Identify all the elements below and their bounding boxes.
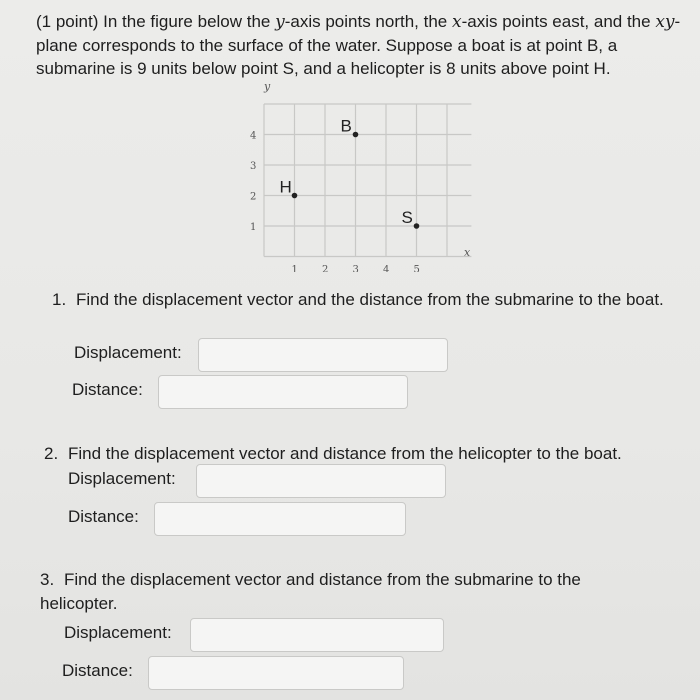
x-axis-symbol: x bbox=[452, 12, 462, 32]
y-tick-label: 1 bbox=[250, 222, 257, 233]
intro-text-2: -axis points north, the bbox=[284, 12, 452, 31]
point-s-label: S bbox=[401, 208, 413, 227]
point-b-label: B bbox=[340, 116, 352, 136]
question-1-text: Find the displacement vector and the distance from the submarine to the boat. bbox=[76, 290, 664, 309]
point-h-marker bbox=[292, 193, 298, 199]
point-s-marker bbox=[414, 223, 420, 229]
q1-distance-label: Distance: bbox=[72, 380, 143, 399]
q3-displacement-label: Displacement: bbox=[64, 623, 172, 642]
coordinate-figure bbox=[236, 82, 476, 272]
x-tick-label: 2 bbox=[322, 264, 329, 272]
q2-distance-label: Distance: bbox=[68, 507, 139, 526]
intro-text-1: In the figure below the bbox=[103, 12, 276, 31]
problem-intro bbox=[36, 10, 686, 80]
question-2-text: Find the displacement vector and distance from the helicopter to the boat. bbox=[68, 444, 622, 463]
question-1-number: 1. bbox=[52, 290, 67, 309]
y-axis-symbol: y bbox=[275, 12, 285, 32]
intro-text-3: -axis points east, and the bbox=[461, 12, 656, 31]
q1-distance-input[interactable] bbox=[158, 375, 408, 409]
question-3 bbox=[40, 568, 660, 616]
q2-distance-input[interactable] bbox=[154, 502, 406, 536]
q2-displacement-input[interactable] bbox=[196, 464, 446, 498]
question-2 bbox=[44, 442, 684, 466]
xy-plane-symbol: xy bbox=[655, 12, 675, 32]
x-tick-label: 4 bbox=[383, 264, 390, 272]
x-tick-label: 5 bbox=[413, 264, 420, 272]
question-2-number: 2. bbox=[44, 444, 59, 463]
x-axis-label: x bbox=[464, 246, 471, 259]
y-tick-label: 4 bbox=[250, 130, 257, 142]
q3-displacement-input[interactable] bbox=[190, 618, 444, 652]
question-3-number: 3. bbox=[40, 570, 55, 589]
x-tick-label: 3 bbox=[352, 264, 359, 272]
grid-lines bbox=[264, 104, 476, 257]
points-value: (1 point) bbox=[36, 12, 99, 31]
grid-diagram bbox=[236, 82, 476, 272]
q1-displacement-input[interactable] bbox=[198, 338, 448, 372]
q3-distance-label: Distance: bbox=[62, 661, 133, 680]
y-tick-label: 3 bbox=[250, 161, 257, 172]
point-b-marker bbox=[353, 132, 359, 138]
y-tick-label: 2 bbox=[250, 191, 257, 203]
question-3-text: Find the displacement vector and distance from the submarine to the helicopter. bbox=[40, 570, 581, 613]
intro-text-4: -plane corresponds to the surface of the water. Suppose a boat is at point B, a submarine is 9 units below point S, and a helicopter is 8 units above point H. bbox=[36, 12, 681, 78]
q2-displacement-label: Displacement: bbox=[68, 469, 176, 488]
q1-displacement-label: Displacement: bbox=[74, 343, 182, 362]
x-tick-label: 1 bbox=[291, 264, 298, 272]
y-axis-label: y bbox=[264, 82, 271, 93]
q3-distance-input[interactable] bbox=[148, 656, 404, 690]
point-h-label: H bbox=[279, 177, 292, 197]
question-1 bbox=[52, 288, 672, 312]
